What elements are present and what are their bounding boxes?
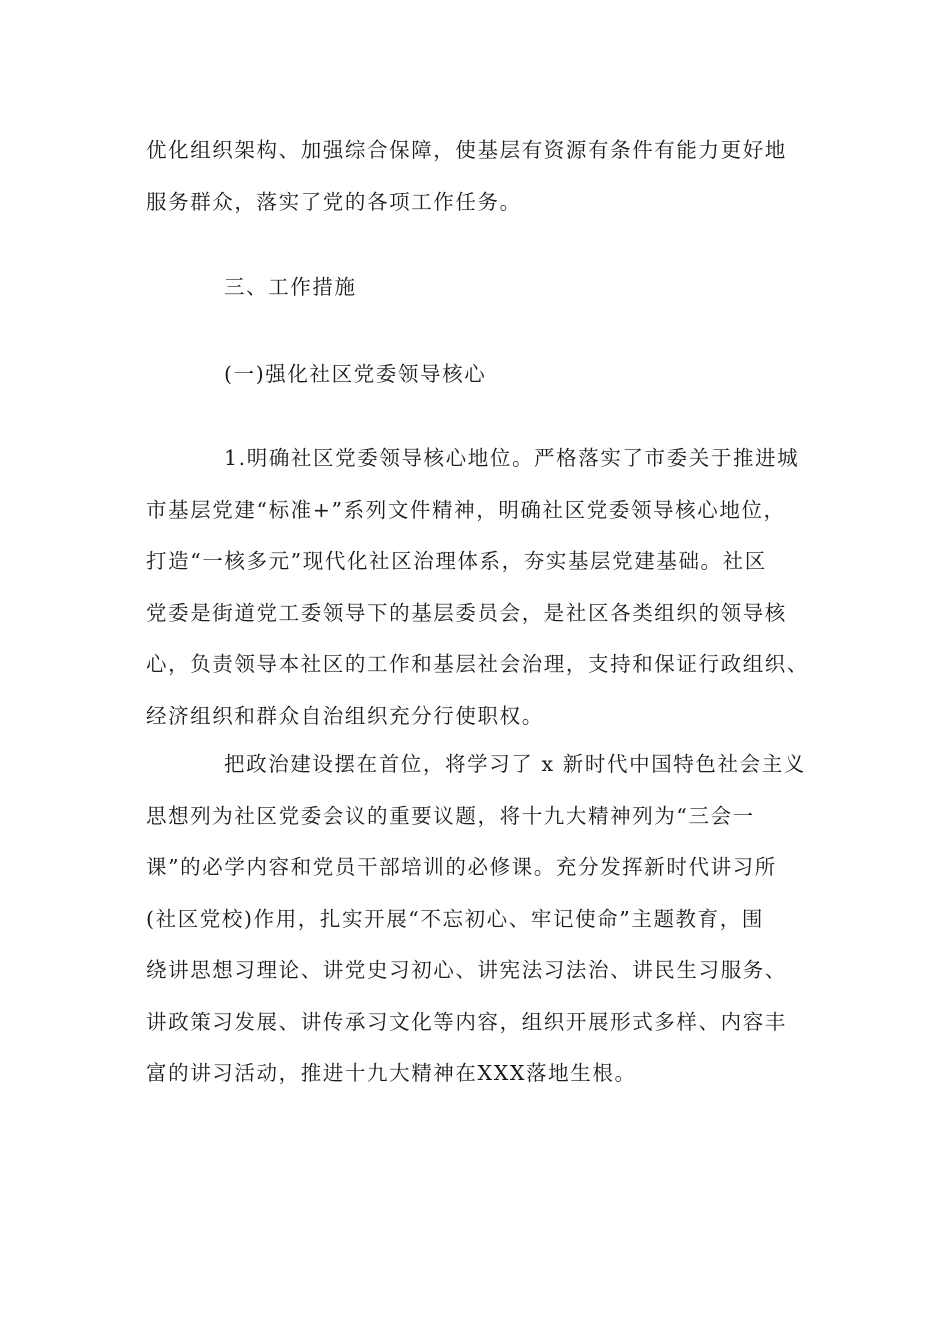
text-line: 思想列为社区党委会议的重要议题，将十九大精神列为“三会一 — [146, 803, 755, 828]
paragraph-2 — [146, 739, 846, 1100]
text-line: 党委是街道党工委领导下的基层委员会，是社区各类组织的领导核 — [146, 600, 787, 625]
section-heading-text: 三、工作措施 — [224, 275, 357, 299]
text-line: 优化组织架构、加强综合保障，使基层有资源有条件有能力更好地 — [146, 138, 787, 162]
text-line: 富的讲习活动，推进十九大精神在XXX落地生根。 — [146, 1061, 637, 1085]
text-line: 把政治建设摆在首位，将学习了 x 新时代中国特色社会主义 — [224, 752, 806, 776]
text-line: (社区党校)作用，扎实开展“不忘初心、牢记使命”主题教育，围 — [146, 906, 764, 931]
text-line: 讲政策习发展、讲传承习文化等内容，组织开展形式多样、内容丰 — [146, 1009, 787, 1034]
paragraph-1 — [146, 433, 846, 742]
text-line: 市基层党建“标准+”系列文件精神，明确社区党委领导核心地位， — [146, 497, 786, 522]
section-heading — [146, 262, 846, 314]
text-line: 1.明确社区党委领导核心地位。严格落实了市委关于推进城 — [224, 446, 800, 470]
text-line: 心，负责领导本社区的工作和基层社会治理，支持和保证行政组织、 — [146, 652, 809, 676]
subsection-heading-text: (一)强化社区党委领导核心 — [224, 362, 487, 386]
text-line: 服务群众，落实了党的各项工作任务。 — [146, 189, 522, 214]
text-line: 绕讲思想习理论、讲党史习初心、讲宪法习法治、讲民生习服务、 — [146, 958, 787, 982]
text-line: 打造“一核多元”现代化社区治理体系，夯实基层党建基础。社区 — [146, 549, 767, 573]
text-line: 课”的必学内容和党员干部培训的必修课。充分发挥新时代讲习所 — [146, 855, 777, 879]
continuation-paragraph — [146, 125, 846, 228]
subsection-heading — [146, 349, 846, 401]
text-line: 经济组织和群众自治组织充分行使职权。 — [146, 703, 544, 728]
